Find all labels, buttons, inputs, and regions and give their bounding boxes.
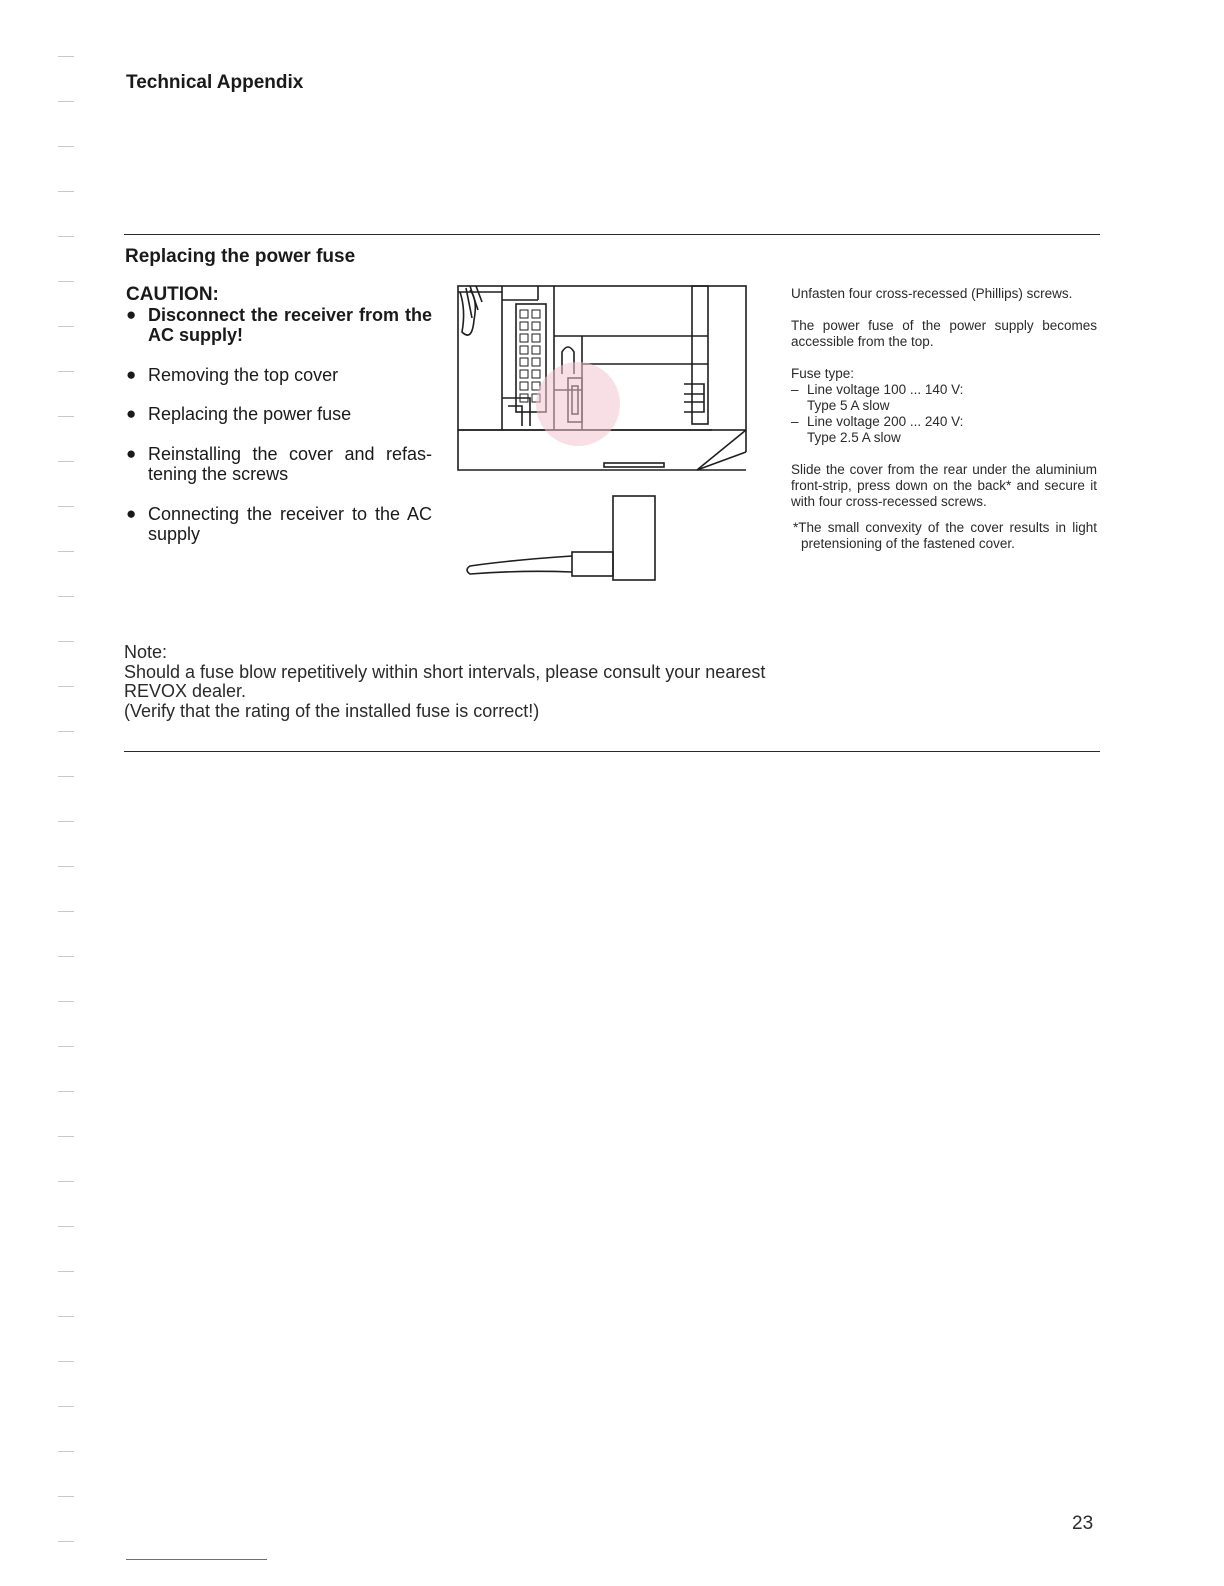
fuse-illustration (452, 280, 752, 590)
page-number: 23 (1072, 1513, 1094, 1534)
bullet-icon: ● (126, 444, 137, 463)
fuse-voltage: Line voltage 200 ... 240 V: (807, 414, 964, 429)
step-reinstall-cover (126, 444, 432, 484)
fuse-voltage: Line voltage 100 ... 140 V: (807, 382, 964, 397)
fuse-type-list (791, 382, 1097, 446)
fuse-rating: Type 5 A slow (807, 398, 890, 413)
fuse-type-item: – Line voltage 200 ... 240 V: Type 2.5 A slow (791, 414, 1097, 446)
instruction-fuse-access: The power fuse of the power supply becomes accessible from the top. (791, 318, 1097, 349)
fuse-type-item: – Line voltage 100 ... 140 V: Type 5 A slow (791, 382, 1097, 414)
step-remove-cover (126, 365, 432, 385)
footer-rule (126, 1559, 267, 1560)
fuse-rating: Type 2.5 A slow (807, 430, 901, 445)
bottom-divider (124, 751, 1100, 752)
instruction-slide-cover: Slide the cover from the rear under the aluminium front-strip, press down on the back* and secure it with four cross-recessed screws. (791, 462, 1097, 509)
note-verify: (Verify that the rating of the installed fuse is correct!) (124, 700, 540, 721)
note-block (124, 643, 804, 721)
instruction-unfasten: Unfasten four cross-recessed (Phillips) screws. (791, 286, 1073, 301)
note-text: Should a fuse blow repetitively within short intervals, please consult your nearest REVOX dealer. (124, 661, 766, 701)
note-label: Note: (124, 642, 168, 662)
step-disconnect (126, 305, 432, 345)
bullet-icon: ● (126, 305, 137, 324)
bullet-icon: ● (126, 404, 137, 423)
fuse-highlight (536, 362, 620, 446)
page-header: Technical Appendix (126, 72, 304, 93)
bullet-icon: ● (126, 504, 137, 523)
top-divider (124, 234, 1100, 235)
footnote: *The small convexity of the cover results in light pretensioning of the fastened cover. (793, 520, 1097, 551)
bullet-icon: ● (126, 365, 137, 384)
step-replace-fuse (126, 404, 432, 424)
step-text: Removing the top cover (148, 365, 339, 385)
step-text: Reinstalling the cover and refastening the screws (148, 444, 432, 484)
section-title: Replacing the power fuse (125, 246, 356, 267)
step-text: Replacing the power fuse (148, 404, 352, 424)
instructions-column (791, 286, 1097, 552)
step-connect-supply (126, 504, 432, 544)
caution-label: CAUTION: (126, 284, 219, 305)
step-text: Connecting the receiver to the AC supply (148, 504, 432, 544)
margin-marks (58, 56, 76, 1586)
step-text: Disconnect the receiver from the AC supply! (148, 305, 432, 345)
fuse-type-label: Fuse type: (791, 366, 855, 381)
